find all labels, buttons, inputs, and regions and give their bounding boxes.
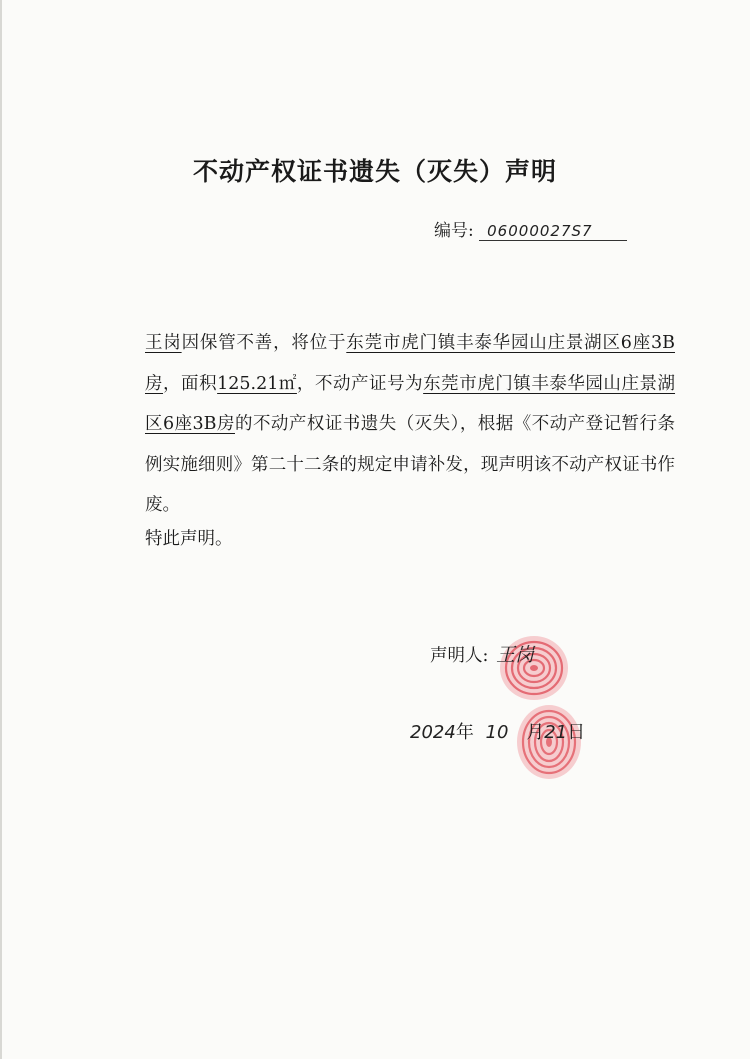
date-year: 2024 — [410, 722, 456, 743]
signing-date — [410, 718, 585, 744]
body-text-1: 因保管不善，将位于 — [181, 333, 347, 353]
property-area: 125.21㎡ — [217, 373, 297, 394]
declarant-signature: 王岗 — [495, 644, 534, 666]
property-address: 东莞市虎门镇丰泰华园山庄景湖区6座3B房 — [145, 333, 675, 394]
date-day: 21 — [544, 722, 568, 743]
body-text-4: 的不动产权证书遗失（灭失），根据《不动产登记暂行条例实施细则》第二十二条的规定申请补发，现声明该不动产权证书作废。 — [145, 414, 675, 515]
number-value: 06000027S7 — [479, 222, 627, 241]
certificate-location: 东莞市虎门镇丰泰华园山庄景湖区6座3B房 — [145, 373, 676, 434]
date-month: 10 — [485, 722, 509, 743]
date-month-unit: 月 — [526, 722, 545, 743]
number-label: 编号: — [434, 221, 474, 241]
body-text-3: ，不动产证号为 — [296, 373, 424, 394]
closing-statement: 特此声明。 — [145, 529, 233, 549]
owner-name: 王岗 — [145, 333, 182, 353]
date-year-unit: 年 — [455, 722, 474, 743]
body-text-2: ，面积 — [163, 373, 218, 394]
declarant-label: 声明人: — [430, 646, 489, 666]
document-number — [434, 216, 627, 241]
declaration-body — [110, 323, 675, 526]
document-title: 不动产权证书遗失（灭失）声明 — [192, 157, 557, 186]
declarant-line — [430, 640, 534, 667]
date-day-unit: 日 — [567, 722, 586, 743]
